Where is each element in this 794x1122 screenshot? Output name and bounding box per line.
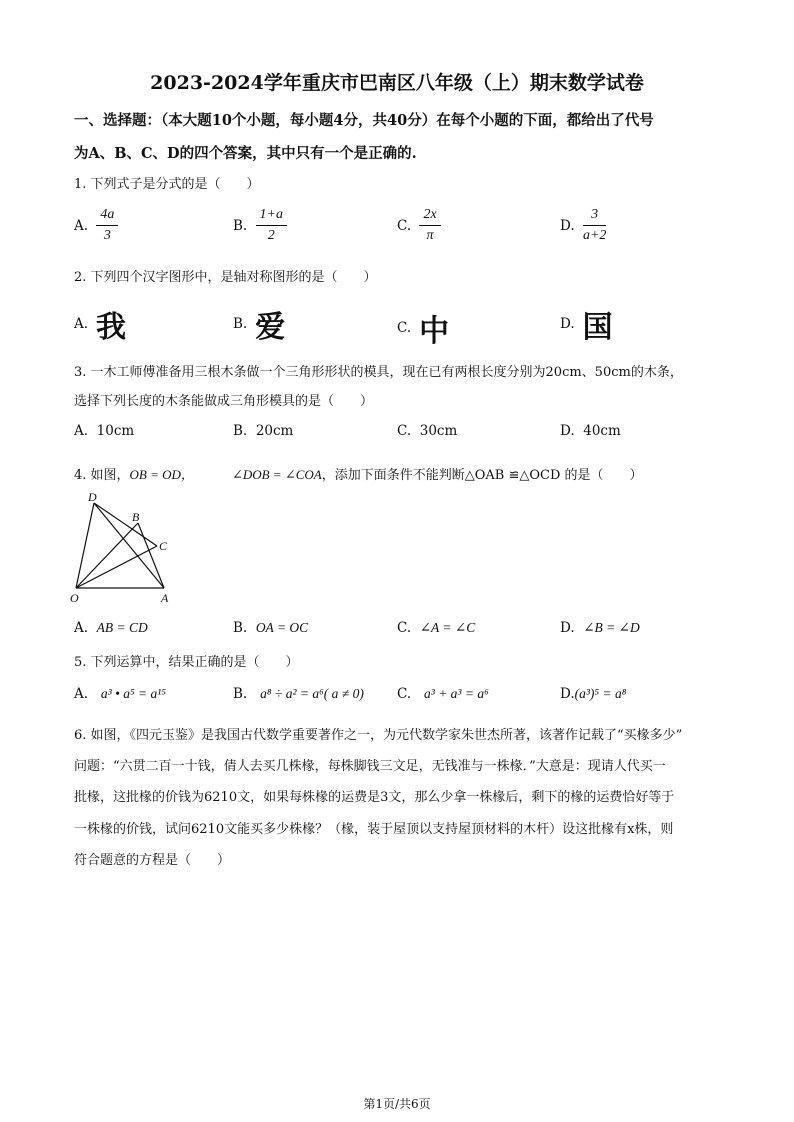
q3-option-d[interactable]	[560, 423, 621, 439]
q4-option-c[interactable]	[397, 620, 475, 636]
option-label: D.	[560, 620, 575, 636]
q2-option-c[interactable]	[397, 306, 449, 350]
q3-option-c[interactable]	[397, 423, 457, 439]
option-label: B.	[233, 686, 248, 702]
option-text: a³ + a³ = a⁶	[424, 686, 489, 701]
option-text: 30cm	[419, 423, 458, 439]
q4-condition-1: OB = OD，	[129, 467, 194, 482]
question-6-line-2: 问题：“六贯二百一十钱，倩人去买几株椽，每株脚钱三文足，无钱准与一株椽．”大意是：现请人代买一	[74, 759, 666, 774]
option-text: a³ • a⁵ = a¹⁵	[100, 686, 166, 701]
q3-option-b[interactable]	[233, 423, 293, 439]
fraction: $\frac{1+a}{2}$	[256, 207, 287, 244]
segment-ob	[76, 523, 138, 588]
option-text: ∠A = ∠C	[419, 620, 476, 635]
hanzi-figure: 爱	[255, 310, 286, 345]
q4-option-d[interactable]	[560, 620, 640, 636]
q4-condition-2: ∠DOB = ∠COA	[231, 467, 322, 482]
option-text: AB = CD	[96, 620, 148, 635]
triangle-figure	[66, 488, 186, 610]
q2-option-d[interactable]	[560, 302, 613, 346]
question-6-line-4: 一株椽的价钱，试问6210文能买多少株椽？（椽，装于屋顶以支持屋顶材料的木杆）设这批椽有x株，则	[74, 822, 674, 837]
q4-prefix: 4. 如图，	[74, 468, 130, 483]
option-label: A.	[74, 316, 89, 332]
q4-option-a[interactable]	[74, 620, 148, 636]
option-label: C.	[397, 320, 412, 336]
page-footer: 第1页/共6页	[363, 1097, 431, 1111]
q1-option-d[interactable]	[560, 207, 606, 244]
fraction: $\frac{4a}{3}$	[96, 207, 118, 244]
option-label: C.	[397, 620, 412, 636]
q1-option-b[interactable]	[233, 207, 287, 244]
question-6-line-3: 批椽，这批椽的价钱为6210文，如果每株椽的运费是3文，那么少拿一株椽后，剩下的椽的运费恰好等于	[74, 790, 675, 805]
option-text: a⁸ ÷ a² = a⁶( a ≠ 0)	[260, 686, 364, 701]
q2-option-b[interactable]	[233, 302, 285, 346]
label-c: C	[159, 539, 168, 553]
hanzi-figure: 国	[582, 310, 613, 345]
option-label: C.	[397, 423, 412, 439]
option-text: 40cm	[583, 423, 621, 439]
option-text: ∠B = ∠D	[583, 620, 640, 635]
q1-option-c[interactable]	[397, 207, 441, 244]
q2-option-a[interactable]	[74, 302, 126, 346]
q5-option-b[interactable]	[233, 686, 364, 702]
label-d: D	[88, 490, 97, 504]
option-label: D.	[560, 217, 575, 234]
option-label: B.	[233, 316, 248, 332]
label-b: B	[132, 510, 140, 524]
segment-oc	[76, 546, 157, 588]
q5-option-a[interactable]	[74, 686, 166, 702]
question-2-stem: 2. 下列四个汉字图形中，是轴对称图形的是（ ）	[74, 270, 377, 285]
label-o: O	[70, 591, 79, 605]
question-5-stem: 5. 下列运算中，结果正确的是（ ）	[74, 655, 299, 670]
option-label: C.	[397, 217, 412, 234]
question-6-line-1: 6. 如图，《四元玉鉴》是我国古代数学重要著作之一，为元代数学家朱世杰所著，该著作记载了“买椽多少”	[74, 728, 683, 743]
option-label: D.	[560, 423, 575, 439]
option-label: A.	[74, 686, 89, 702]
segment-da	[94, 503, 164, 588]
option-label: A.	[74, 217, 89, 234]
question-4-stem	[74, 464, 643, 483]
q5-option-c[interactable]	[397, 686, 489, 702]
segment-ba	[138, 523, 164, 588]
option-text: OA = OC	[255, 620, 309, 635]
q1-option-a[interactable]	[74, 207, 118, 244]
segment-od	[76, 503, 94, 588]
label-a: A	[161, 591, 169, 605]
fraction: $\frac{2x}{\pi}$	[419, 207, 440, 244]
section-header-line-2: 为A、B、C、D的四个答案，其中只有一个是正确的.	[74, 145, 417, 162]
segment-dc	[94, 503, 157, 546]
q4-suffix: ，添加下面条件不能判断△OAB ≌△OCD 的是（ ）	[321, 468, 643, 483]
question-3-line-2: 选择下列长度的木条能做成三角形模具的是（ ）	[74, 394, 374, 409]
question-6-line-5: 符合题意的方程是（ ）	[74, 853, 231, 868]
option-text: 20cm	[255, 423, 294, 439]
q5-option-d[interactable]	[560, 686, 626, 702]
q4-option-b[interactable]	[233, 620, 308, 636]
option-text: (a³)⁵ = a⁸	[574, 686, 627, 701]
option-label: C.	[397, 686, 412, 702]
option-label: B.	[233, 620, 248, 636]
option-label: B.	[233, 217, 248, 234]
q3-option-a[interactable]	[74, 423, 134, 439]
option-label: A.	[74, 620, 89, 636]
option-label: D.	[560, 316, 575, 332]
hanzi-figure: 我	[96, 310, 127, 345]
option-text: 10cm	[96, 423, 135, 439]
question-3-line-1: 3. 一木工师傅准备用三根木条做一个三角形形状的模具，现在已有两根长度分别为20cm、50cm的木条，	[74, 365, 683, 380]
fraction: $\frac{3}{a+2}$	[582, 207, 607, 243]
hanzi-figure: 中	[419, 314, 450, 349]
question-1-stem: 1. 下列式子是分式的是（ ）	[74, 177, 260, 192]
option-label: B.	[233, 423, 248, 439]
exam-title: 2023-2024学年重庆市巴南区八年级（上）期末数学试卷	[150, 72, 644, 94]
option-label: D.	[560, 686, 575, 702]
section-header-line-1: 一、选择题：（本大题10个小题，每小题4分，共40分）在每个小题的下面，都给出了代号	[74, 112, 654, 129]
option-label: A.	[74, 423, 89, 439]
